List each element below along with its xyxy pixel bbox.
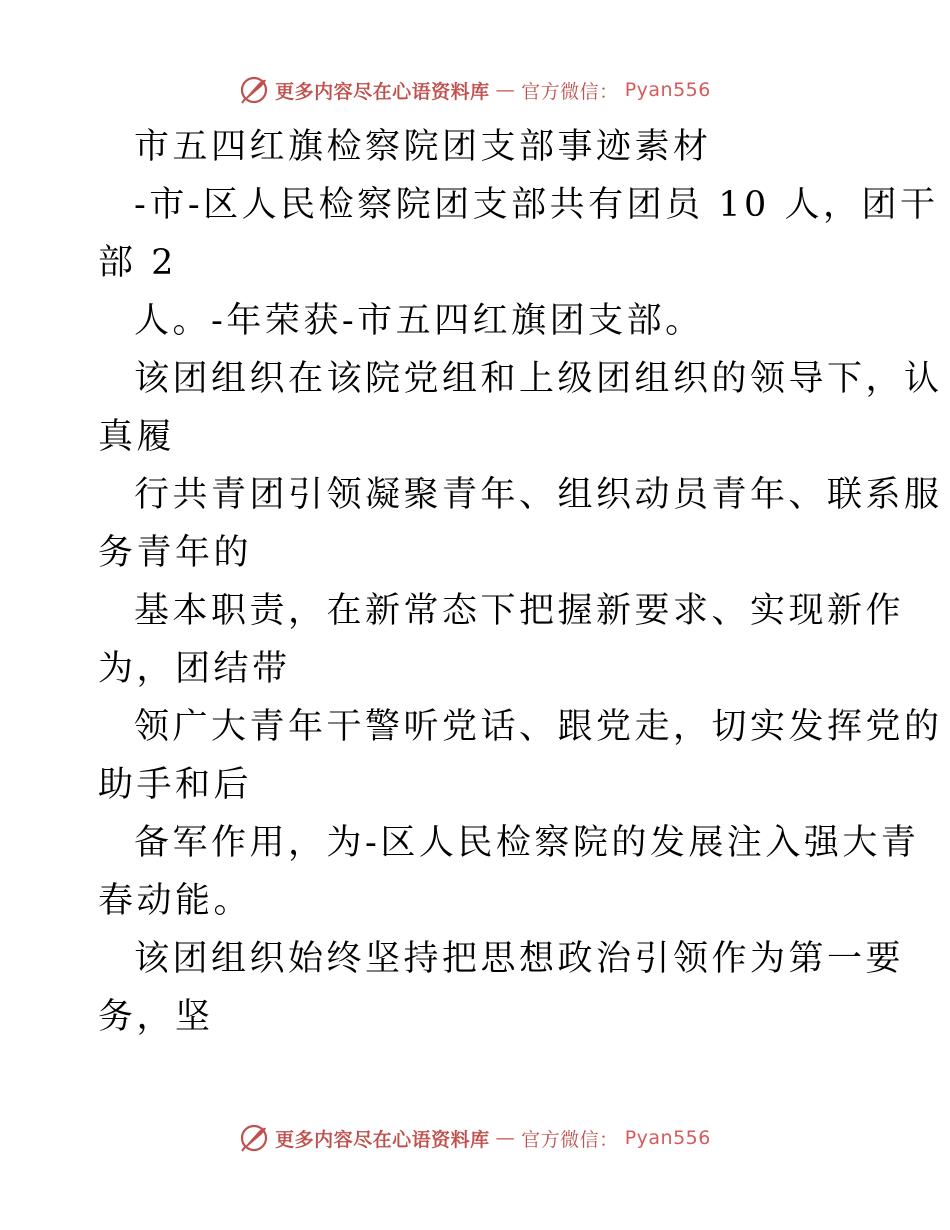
body-line: 基本职责，在新常态下把握新要求、实现新作 bbox=[134, 591, 905, 631]
body-line: 真履 bbox=[98, 417, 176, 457]
body-line: 部 2 bbox=[98, 243, 177, 283]
quill-pen-logo-icon bbox=[239, 75, 269, 105]
body-line: 行共青团引领凝聚青年、组织动员青年、联系服 bbox=[134, 475, 943, 515]
header-watermark-banner bbox=[0, 70, 950, 110]
body-line: 领广大青年干警听党话、跟党走，切实发挥党的 bbox=[134, 707, 943, 747]
body-line: 该团组织在该院党组和上级团组织的领导下，认 bbox=[134, 359, 943, 399]
watermark-wechat-id: Pyan556 bbox=[624, 1127, 711, 1149]
body-line: 助手和后 bbox=[98, 765, 253, 805]
document-body bbox=[98, 118, 943, 1046]
watermark-dash: — bbox=[495, 79, 516, 101]
watermark-wechat-label: 官方微信： bbox=[521, 1128, 619, 1151]
body-line: 务青年的 bbox=[98, 533, 253, 573]
body-line: 市五四红旗检察院团支部事迹素材 bbox=[134, 127, 712, 167]
watermark-wechat-label: 官方微信： bbox=[521, 80, 619, 103]
watermark-dash: — bbox=[495, 1127, 516, 1149]
body-line: 备军作用，为-区人民检察院的发展注入强大青 bbox=[134, 823, 920, 863]
body-line: 该团组织始终坚持把思想政治引领作为第一要 bbox=[134, 939, 905, 979]
watermark-brand-text: 更多内容尽在心语资料库 bbox=[275, 1128, 490, 1151]
body-line: 春动能。 bbox=[98, 881, 253, 921]
body-line: -市-区人民检察院团支部共有团员 10 人，团干 bbox=[134, 185, 939, 225]
body-line: 务，坚 bbox=[98, 997, 214, 1037]
body-line: 人。-年荣获-市五四红旗团支部。 bbox=[134, 301, 704, 341]
watermark-wechat-id: Pyan556 bbox=[624, 79, 711, 101]
footer-watermark-banner bbox=[0, 1118, 950, 1158]
quill-pen-logo-icon bbox=[239, 1123, 269, 1153]
watermark-brand-text: 更多内容尽在心语资料库 bbox=[275, 80, 490, 103]
body-line: 为，团结带 bbox=[98, 649, 291, 689]
